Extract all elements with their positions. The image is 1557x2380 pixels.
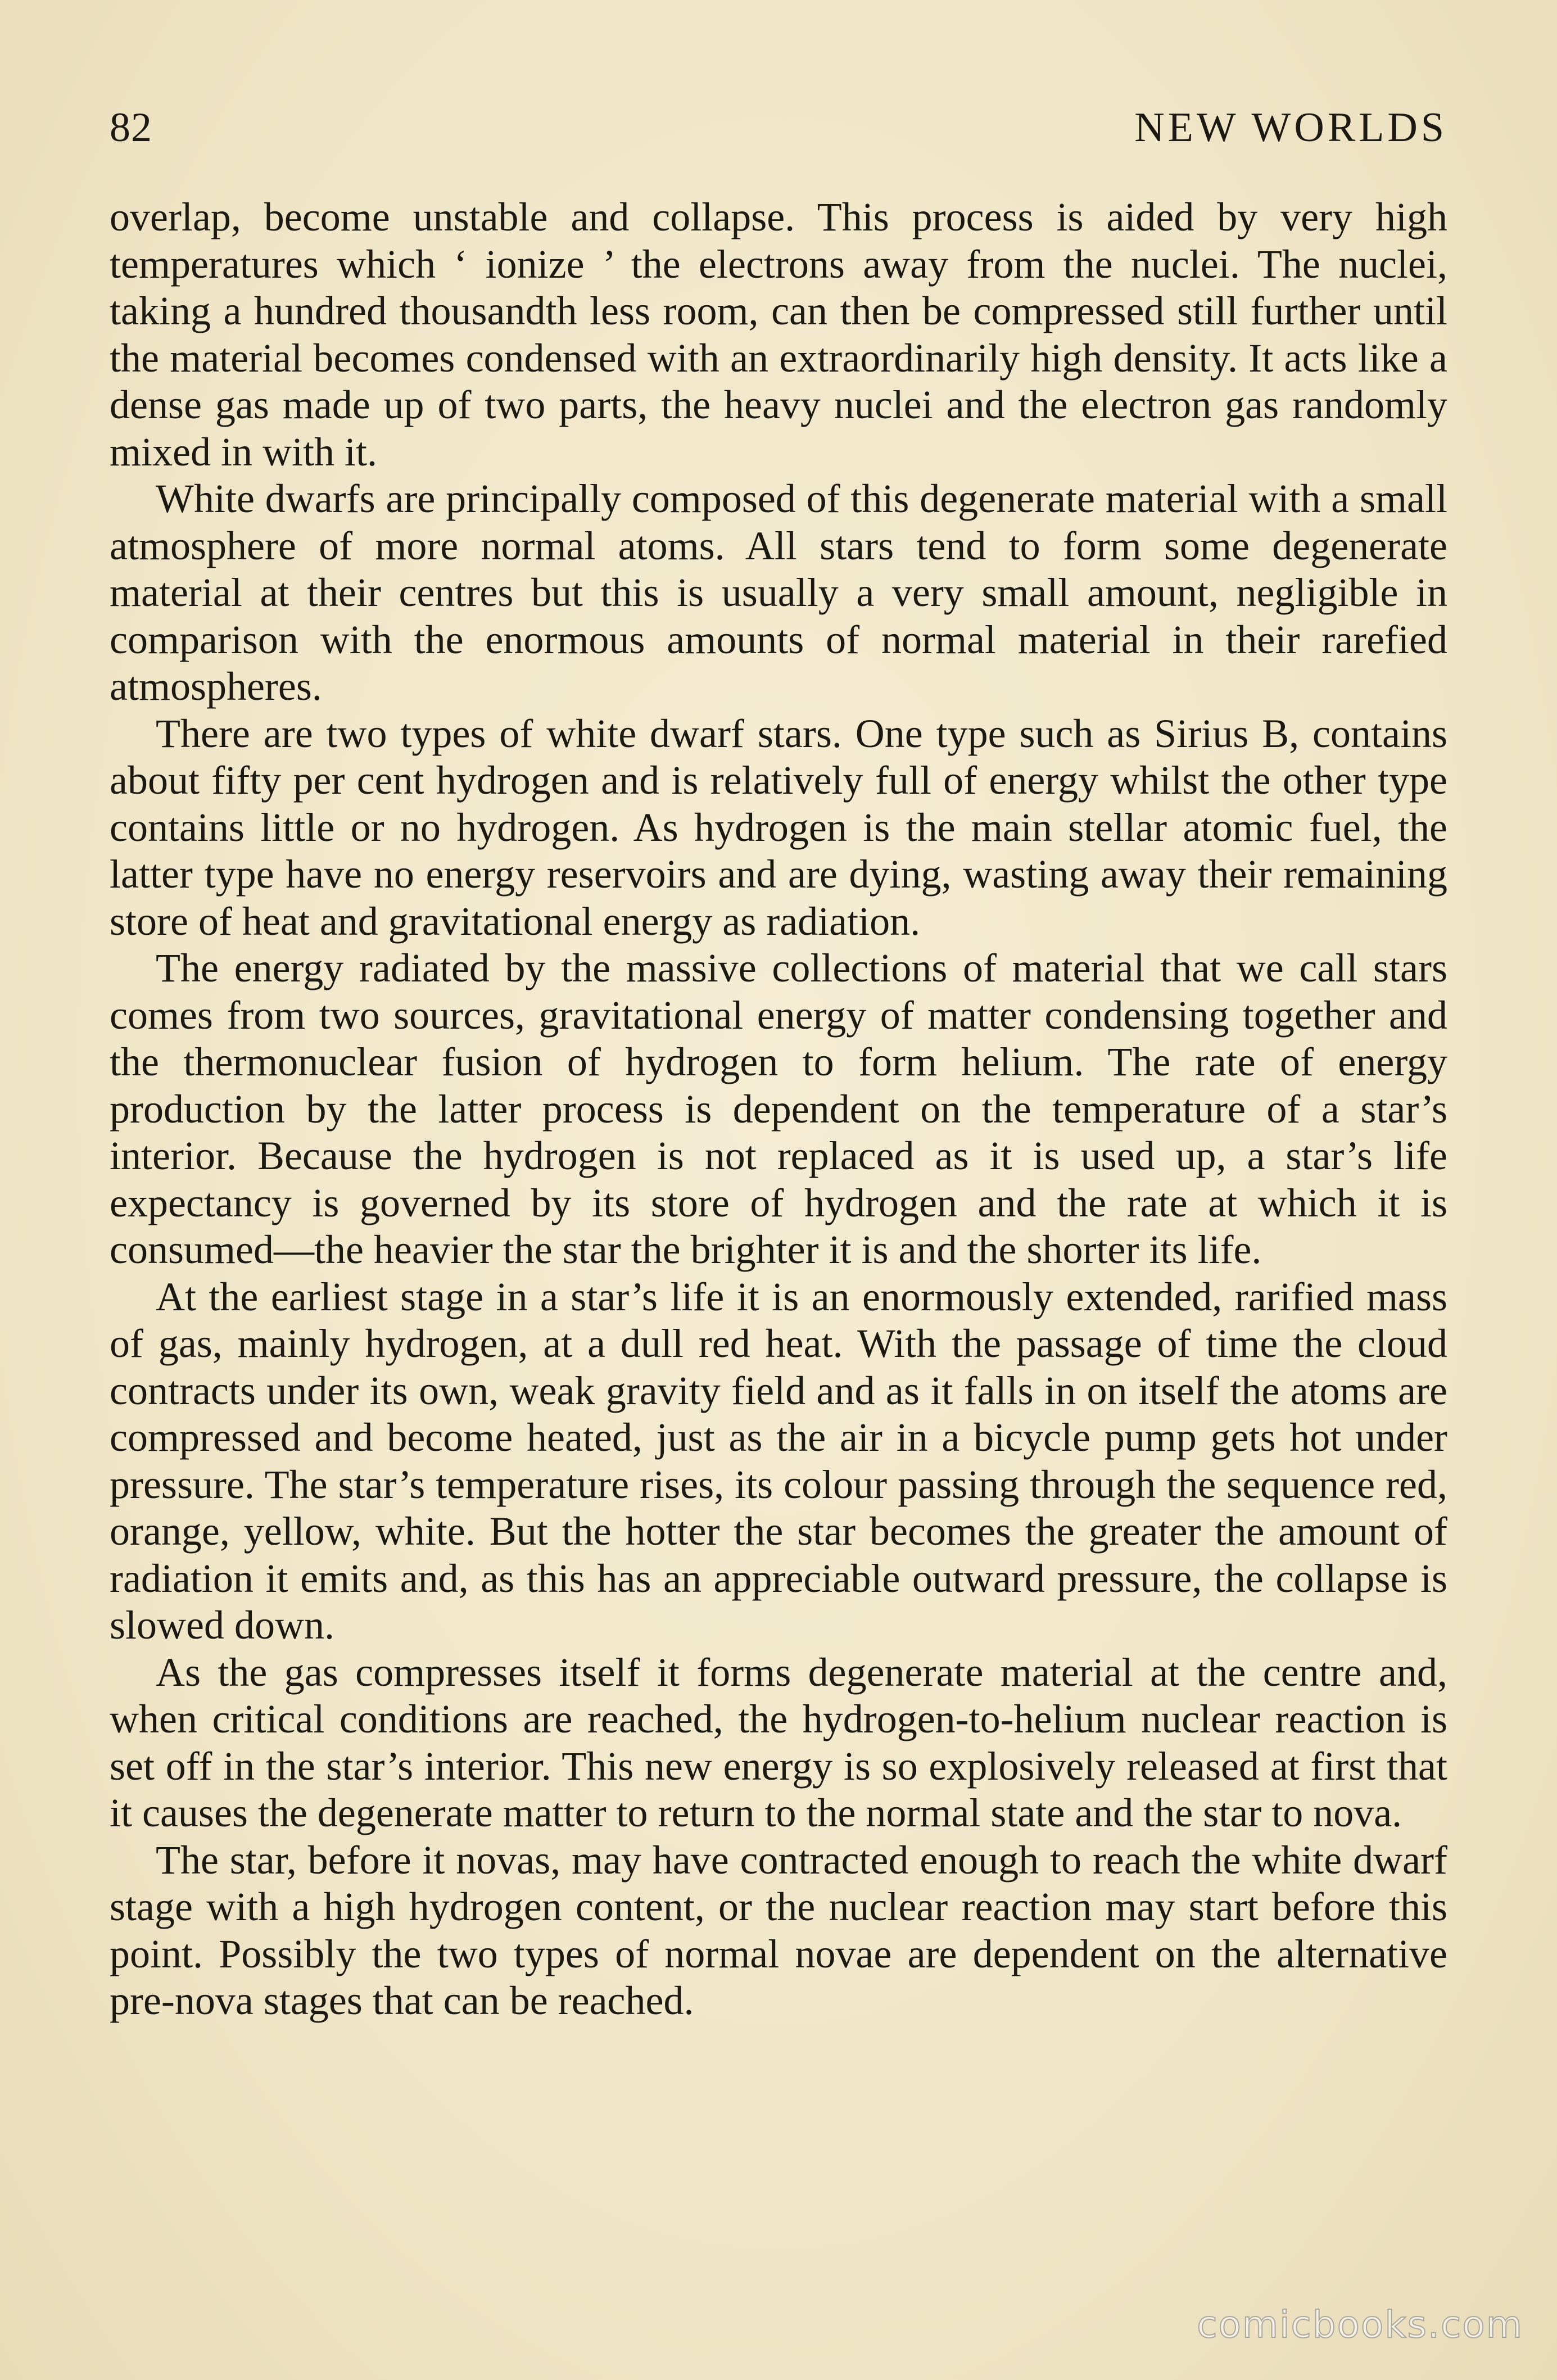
paragraph: At the earliest stage in a star’s life it is an enormously extended, rarified mass of gas, mainly hydrogen, at a dull red heat. With the passage of time the cloud contracts under its own, weak gravity field and as it falls in on itself the atoms are compressed and become heated, just as the air in a bicycle pump gets hot under pressure. The star’s temperature rises, its colour passing through the sequence red, orange, yellow, white. But the hotter the star becomes the greater the amount of radiation it emits and, as this has an appreciable outward pressure, the collapse is slowed down. [110,1274,1447,1648]
body-text [110,194,1447,2025]
page-header [110,104,1447,155]
watermark: comicbooks.com [1197,2303,1523,2346]
paragraph: There are two types of white dwarf stars. One type such as Sirius B, contains about fifty per cent hydrogen and is relatively full of energy whilst the other type contains little or no hydrogen. As hydrogen is the main stellar atomic fuel, the latter type have no energy reservoirs and are dying, wasting away their remaining store of heat and gravitational energy as radiation. [110,711,1447,944]
paragraph: White dwarfs are principally composed of this degenerate material with a small atmosphere of more normal atoms. All stars tend to form some degenerate material at their centres but this is usually a very small amount, negligible in comparison with the enormous amounts of normal material in their rarefied atmospheres. [110,476,1447,709]
paragraph: The star, before it novas, may have contracted enough to reach the white dwarf stage with a high hydrogen content, or the nuclear reaction may start before this point. Possibly the two types of normal novae are dependent on the alternative pre-nova stages that can be reached. [110,1837,1447,2023]
paragraph: As the gas compresses itself it forms degenerate material at the centre and, when critical conditions are reached, the hydrogen-to-helium nuclear reaction is set off in the star’s interior. This new energy is so explosively released at first that it causes the degenerate matter to return to the normal state and the star to nova. [110,1649,1447,1835]
paragraph: The energy radiated by the massive collections of material that we call stars comes from two sources, gravitational energy of matter condensing together and the thermonuclear fusion of hydrogen to form helium. The rate of energy production by the latter process is dependent on the temperature of a star’s interior. Because the hydrogen is not replaced as it is used up, a star’s life expectancy is governed by its store of hydrogen and the rate at which it is consumed—the heavier the star the brighter it is and the shorter its life. [110,945,1447,1272]
running-head: NEW WORLDS [1134,105,1447,151]
page-number: 82 [110,105,152,151]
paragraph: overlap, become unstable and collapse. This process is aided by very high temperatures which ‘ ionize ’ the electrons away from the nuclei. The nuclei, taking a hundred thousandth less room, can then be compressed still further until the material becomes condensed with an extraordinarily high density. It acts like a dense gas made up of two parts, the heavy nuclei and the electron gas randomly mixed in with it. [110,194,1447,474]
